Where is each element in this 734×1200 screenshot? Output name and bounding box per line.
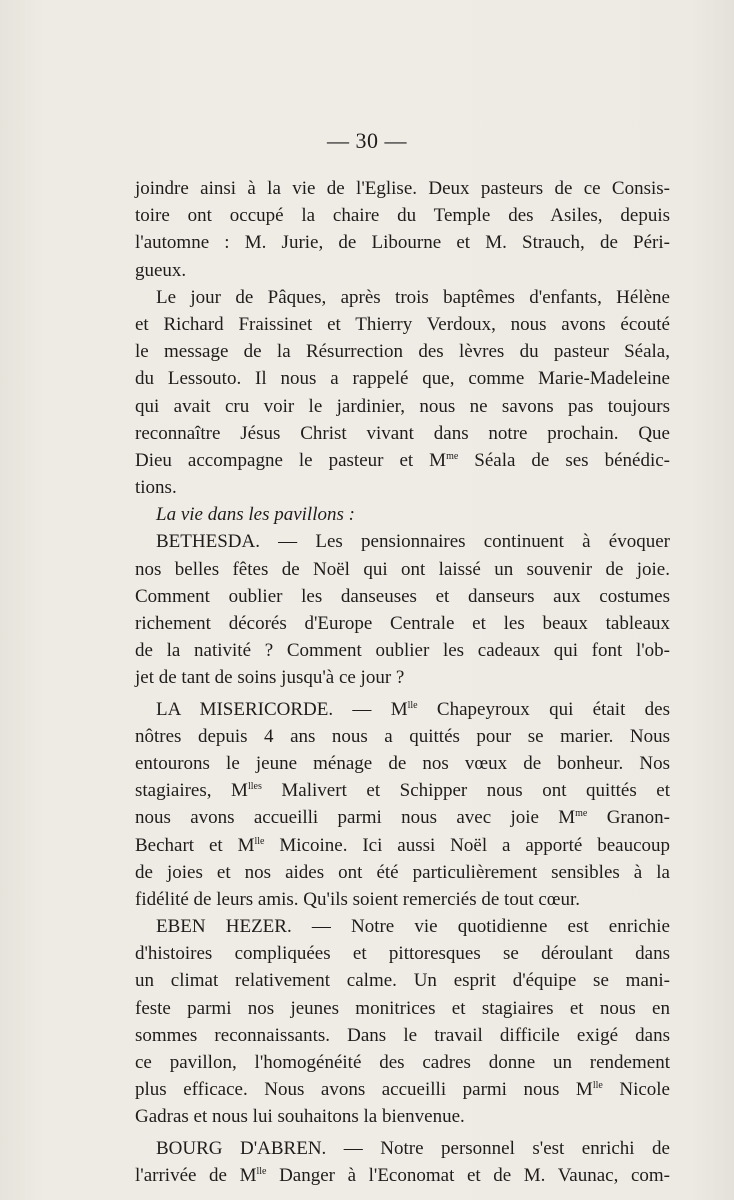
text-line: un climat relativement calme. Un esprit d'équipe se mani- [135, 970, 670, 992]
text-line: richement décorés d'Europe Centrale et les beaux tableaux [135, 613, 670, 634]
text-line: qui avait cru voir le jardinier, nous ne savons pas toujours [135, 395, 670, 417]
text-line: l'arrivée de $M^{lle}$ Danger à l'Economat et de M. Vaunac, com- [135, 1164, 670, 1186]
text-line: toire ont occupé la chaire du Temple des Asiles, depuis [135, 205, 670, 227]
text-line: de la nativité ? Comment oublier les cadeaux qui font l'ob- [135, 640, 670, 662]
text-line: Le jour de Pâques, après trois baptêmes d'enfants, Hélène [156, 286, 670, 308]
text-line: LA MISERICORDE. — $M^{lle}$ Chapeyroux qui était des [156, 698, 670, 720]
text-line: nos belles fêtes de Noël qui ont laissé un souvenir de joie. [135, 558, 670, 580]
text-line: sommes reconnaissants. Dans le travail difficile exigé dans [135, 1024, 670, 1046]
text-line: BETHESDA. — Les pensionnaires continuent à évoquer [156, 531, 670, 553]
text-line: nôtres depuis 4 ans nous a quittés pour se marier. Nous [135, 725, 670, 747]
section-heading: La vie dans les pavillons : [156, 504, 355, 526]
page-number: — 30 — [327, 128, 407, 153]
text-line: BOURG D'ABREN. — Notre personnel s'est enrichi de [156, 1137, 670, 1159]
text-line: fidélité de leurs amis. Qu'ils soient remerciés de tout cœur. [135, 888, 581, 910]
text-line: Dieu accompagne le pasteur et $M^{me}$ Séala de ses bénédic- [135, 449, 670, 471]
text-line: ce pavillon, l'homogénéité des cadres donne un rendement [135, 1052, 670, 1073]
text-line: plus efficace. Nous avons accueilli parmi nous $M^{lle}$ Nicole [135, 1079, 670, 1101]
text-line: gueux. [135, 259, 187, 281]
text-line: l'automne : M. Jurie, de Libourne et M. Strauch, de Péri- [135, 232, 670, 254]
text-line: du Lessouto. Il nous a rappelé que, comme Marie-Madeleine [135, 368, 670, 390]
text-line: de joies et nos aides ont été particulièrement sensibles à la [135, 861, 670, 883]
text-line: le message de la Résurrection des lèvres du pasteur Séala, [135, 341, 670, 363]
text-line: EBEN HEZER. — Notre vie quotidienne est enrichie [156, 916, 670, 938]
text-line: jet de tant de soins jusqu'à ce jour ? [135, 667, 405, 689]
text-line: stagiaires, $M^{lles}$ Malivert et Schipper nous ont quittés et [135, 780, 670, 802]
text-line: d'histoires compliquées et pittoresques se déroulant dans [135, 943, 670, 965]
text-line: reconnaître Jésus Christ vivant dans notre prochain. Que [135, 422, 670, 444]
text-line: Comment oublier les danseuses et danseurs aux costumes [135, 585, 670, 607]
body-text [135, 175, 670, 1189]
text-line: Gadras et nous lui souhaitons la bienvenue. [135, 1106, 465, 1128]
text-line: tions. [135, 477, 177, 499]
text-line: joindre ainsi à la vie de l'Eglise. Deux pasteurs de ce Consis- [135, 178, 670, 199]
text-line: Bechart et $M^{lle}$ Micoine. Ici aussi Noël a apporté beaucoup [135, 834, 670, 856]
text-line: et Richard Fraissinet et Thierry Verdoux, nous avons écouté [135, 313, 670, 335]
text-line: entourons le jeune ménage de nos vœux de bonheur. Nos [135, 752, 670, 774]
text-line: feste parmi nos jeunes monitrices et stagiaires et nous en [135, 997, 670, 1019]
text-line: nous avons accueilli parmi nous avec joie $M^{me}$ Granon- [135, 807, 670, 829]
